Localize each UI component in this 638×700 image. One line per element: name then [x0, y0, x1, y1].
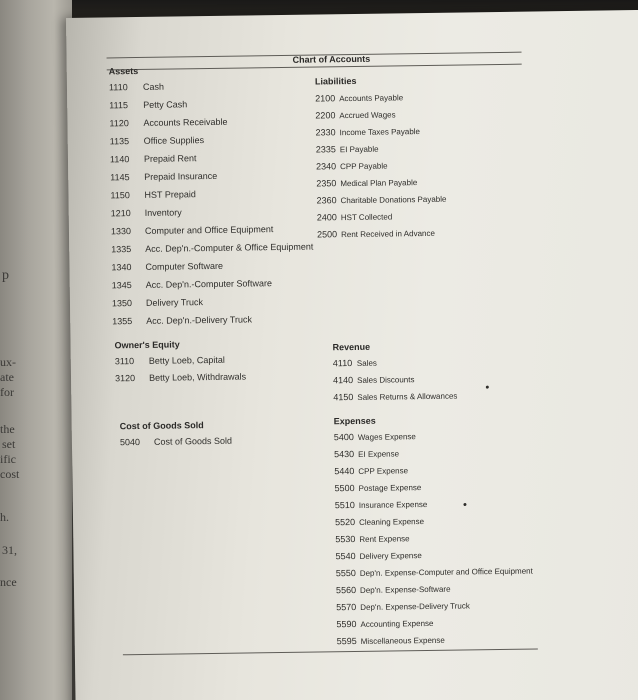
- account-name: Betty Loeb, Capital: [148, 354, 225, 366]
- account-name: Cost of Goods Sold: [153, 435, 233, 447]
- edge-fragment: 31,: [2, 543, 17, 557]
- account-name: Accounting Expense: [360, 618, 434, 629]
- account-name: Prepaid Insurance: [144, 170, 218, 182]
- edge-fragment: the: [0, 422, 15, 436]
- account-row: [336, 567, 533, 579]
- account-row: [316, 127, 420, 137]
- edge-fragment: cost: [0, 467, 20, 481]
- account-code: 5590: [336, 619, 357, 630]
- account-name: Accrued Wages: [339, 110, 396, 121]
- bullet-mark-icon: ●: [485, 384, 490, 392]
- account-code: 5510: [334, 500, 355, 511]
- account-code: 1150: [110, 190, 130, 201]
- account-code: 1355: [112, 316, 133, 327]
- account-code: 5550: [335, 568, 356, 579]
- account-row: [109, 118, 227, 129]
- book-page: [66, 10, 638, 700]
- account-row: [336, 585, 451, 596]
- account-code: 5530: [335, 534, 356, 545]
- account-code: 4110: [332, 358, 353, 369]
- account-row: [334, 449, 399, 459]
- account-code: 1335: [111, 244, 132, 255]
- account-row: [111, 208, 182, 218]
- account-code: 5520: [334, 517, 356, 528]
- account-code: 2350: [316, 178, 337, 189]
- account-code: 4140: [333, 375, 354, 386]
- account-row: [333, 359, 377, 369]
- account-name: Delivery Truck: [145, 297, 204, 308]
- account-code: 2340: [316, 161, 337, 172]
- account-name: Postage Expense: [358, 483, 422, 493]
- account-code: 5595: [336, 636, 357, 647]
- account-code: 2400: [316, 212, 337, 223]
- adjacent-page-edge: [0, 0, 72, 700]
- account-name: Medical Plan Payable: [340, 178, 418, 189]
- account-name: CPP Expense: [358, 466, 409, 476]
- cogs-heading: Cost of Goods Sold: [119, 420, 204, 432]
- account-row: [315, 110, 395, 120]
- account-code: 5040: [119, 437, 141, 448]
- account-name: Sales: [356, 358, 377, 368]
- account-name: Rent Expense: [359, 534, 410, 544]
- account-row: [337, 636, 445, 647]
- bottom-rule: [123, 648, 538, 655]
- account-row: [111, 243, 313, 255]
- account-name: Accounts Payable: [339, 93, 404, 104]
- account-name: Accounts Receivable: [143, 116, 228, 128]
- expenses-heading: Expenses: [333, 415, 376, 427]
- account-code: 1145: [110, 172, 130, 183]
- account-name: Charitable Donations Payable: [340, 194, 447, 206]
- account-code: 1210: [110, 208, 131, 219]
- edge-fragment: ific: [0, 452, 16, 466]
- account-row: [333, 375, 414, 385]
- account-code: 2100: [315, 93, 336, 104]
- account-name: HST Collected: [340, 212, 393, 223]
- account-row: [334, 466, 408, 476]
- account-row: [110, 154, 197, 164]
- account-name: Petty Cash: [143, 99, 188, 110]
- account-row: [112, 279, 272, 290]
- equity-heading: Owner's Equity: [114, 339, 180, 351]
- account-code: 1110: [108, 82, 128, 93]
- account-row: [335, 483, 422, 493]
- account-code: 5440: [334, 466, 355, 477]
- account-name: Dep'n. Expense-Computer and Office Equipment: [359, 566, 533, 578]
- account-code: 5400: [333, 432, 354, 443]
- edge-fragment: set: [2, 437, 16, 451]
- account-code: 5570: [336, 602, 357, 613]
- account-row: [315, 93, 403, 103]
- bullet-mark-icon: ●: [462, 501, 468, 509]
- account-row: [316, 178, 417, 188]
- edge-fragment: for: [0, 385, 14, 399]
- account-code: 1350: [111, 298, 133, 309]
- account-code: 3120: [114, 373, 136, 384]
- account-code: 5500: [334, 483, 355, 494]
- account-name: CPP Payable: [340, 161, 388, 172]
- edge-fragment: h.: [0, 510, 9, 524]
- account-row: [335, 534, 409, 544]
- account-row: [333, 392, 457, 403]
- account-name: Dep'n. Expense-Delivery Truck: [360, 601, 470, 612]
- assets-heading: Assets: [108, 65, 139, 77]
- account-name: Acc. Dep'n.-Delivery Truck: [146, 314, 253, 326]
- account-code: 5430: [334, 449, 355, 460]
- account-name: Insurance Expense: [358, 500, 428, 510]
- account-name: EI Payable: [339, 144, 379, 155]
- account-code: 1340: [111, 262, 132, 273]
- account-name: Sales Returns & Allowances: [357, 391, 458, 402]
- account-code: 5540: [335, 551, 356, 562]
- title-rule: [107, 64, 522, 71]
- account-name: Delivery Expense: [359, 551, 422, 561]
- account-code: 1115: [109, 100, 128, 111]
- account-row: [317, 195, 447, 206]
- account-name: Acc. Dep'n.-Computer Software: [145, 278, 273, 290]
- account-name: Sales Discounts: [357, 375, 415, 385]
- account-code: 1330: [110, 226, 132, 237]
- account-row: [110, 172, 217, 182]
- account-row: [335, 500, 428, 510]
- account-row: [112, 315, 252, 326]
- account-row: [334, 432, 416, 442]
- account-code: 1120: [109, 118, 129, 129]
- account-row: [335, 517, 424, 527]
- page-title: Chart of Accounts: [292, 53, 371, 65]
- account-code: 3110: [114, 356, 135, 367]
- account-code: 2200: [315, 110, 336, 121]
- account-name: Rent Received in Advance: [340, 228, 435, 240]
- account-row: [111, 262, 223, 273]
- account-code: 5560: [335, 585, 357, 596]
- account-row: [115, 356, 225, 367]
- account-row: [336, 619, 433, 629]
- account-name: Dep'n. Expense-Software: [359, 584, 451, 595]
- edge-fragment: nce: [0, 575, 17, 589]
- account-row: [109, 100, 187, 110]
- account-name: Cleaning Expense: [359, 517, 425, 527]
- account-code: 4150: [333, 392, 354, 403]
- account-row: [336, 601, 470, 612]
- account-code: 2330: [315, 127, 336, 138]
- account-name: Cash: [142, 81, 165, 92]
- account-name: EI Expense: [358, 449, 400, 459]
- account-row: [316, 145, 379, 155]
- account-row: [316, 162, 388, 172]
- edge-fragment: p: [2, 268, 9, 283]
- account-row: [112, 298, 203, 308]
- account-name: Wages Expense: [357, 432, 416, 442]
- edge-fragment: ate: [0, 370, 14, 384]
- account-name: Acc. Dep'n.-Computer & Office Equipment: [145, 241, 314, 254]
- account-row: [110, 190, 195, 200]
- account-row: [317, 229, 435, 240]
- account-row: [110, 136, 204, 146]
- revenue-heading: Revenue: [332, 341, 371, 353]
- account-name: Office Supplies: [143, 135, 205, 146]
- account-code: 1345: [111, 280, 132, 291]
- account-row: [317, 212, 393, 222]
- liabilities-heading: Liabilities: [314, 75, 357, 87]
- account-row: [115, 373, 246, 384]
- account-code: 1135: [109, 136, 130, 147]
- account-row: [335, 551, 421, 561]
- account-row: [111, 225, 274, 236]
- account-code: 2500: [316, 229, 338, 240]
- account-name: Miscellaneous Expense: [360, 635, 445, 646]
- account-name: Betty Loeb, Withdrawals: [148, 371, 247, 383]
- account-name: Prepaid Rent: [143, 153, 197, 164]
- account-name: HST Prepaid: [144, 189, 196, 200]
- account-row: [109, 83, 164, 93]
- account-code: 2335: [315, 144, 336, 155]
- edge-fragment: ux-: [0, 355, 16, 369]
- account-code: 2360: [316, 195, 337, 206]
- account-name: Income Taxes Payable: [339, 127, 421, 138]
- account-name: Computer Software: [145, 260, 224, 272]
- account-row: [120, 437, 232, 448]
- account-name: Inventory: [144, 207, 182, 218]
- account-name: Computer and Office Equipment: [144, 224, 274, 236]
- account-code: 1140: [109, 154, 130, 165]
